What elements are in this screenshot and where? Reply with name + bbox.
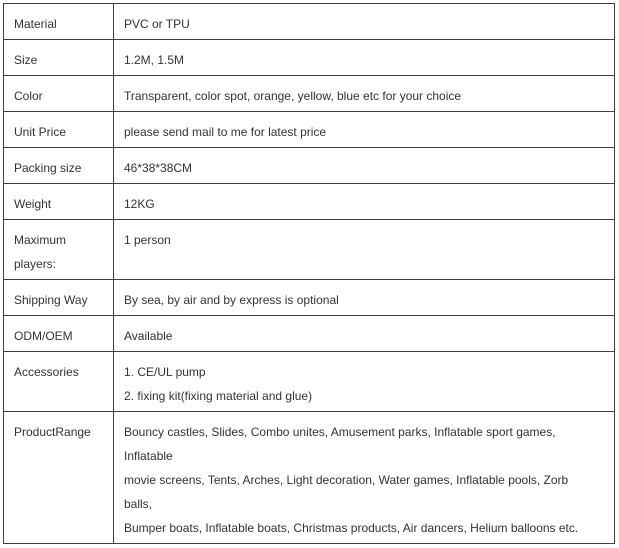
spec-label: Maximum players: <box>4 220 114 280</box>
spec-row-packing-size <box>4 148 615 184</box>
spec-row-weight <box>4 184 615 220</box>
spec-value: 12KG <box>114 184 615 220</box>
product-spec-table <box>3 3 615 544</box>
spec-value: Bouncy castles, Slides, Combo unites, Amusement parks, Inflatable sport games, Inflatable movie screens, Tents, Arches, Light decoration, Water games, Inflatable pools, Zorb balls, Bumper boats, Inflatable boats, Christmas products, Air dancers, Helium balloons etc. <box>114 412 615 544</box>
spec-row-color <box>4 76 615 112</box>
spec-label: Color <box>4 76 114 112</box>
spec-value: 1. CE/UL pump 2. fixing kit(fixing material and glue) <box>114 352 615 412</box>
spec-row-maximum-players <box>4 220 615 280</box>
spec-value: PVC or TPU <box>114 4 615 40</box>
spec-row-unit-price <box>4 112 615 148</box>
spec-label: Packing size <box>4 148 114 184</box>
spec-value: please send mail to me for latest price <box>114 112 615 148</box>
spec-value: 46*38*38CM <box>114 148 615 184</box>
spec-row-size <box>4 40 615 76</box>
spec-label: ProductRange <box>4 412 114 544</box>
spec-label: Material <box>4 4 114 40</box>
spec-value: Available <box>114 316 615 352</box>
spec-row-product-range <box>4 412 615 544</box>
spec-value: Transparent, color spot, orange, yellow, blue etc for your choice <box>114 76 615 112</box>
spec-label: Accessories <box>4 352 114 412</box>
spec-label: ODM/OEM <box>4 316 114 352</box>
spec-value: By sea, by air and by express is optional <box>114 280 615 316</box>
spec-value: 1 person <box>114 220 615 280</box>
spec-row-material <box>4 4 615 40</box>
spec-row-accessories <box>4 352 615 412</box>
spec-label: Weight <box>4 184 114 220</box>
spec-value: 1.2M, 1.5M <box>114 40 615 76</box>
spec-label: Size <box>4 40 114 76</box>
spec-row-odm-oem <box>4 316 615 352</box>
spec-label: Unit Price <box>4 112 114 148</box>
spec-row-shipping-way <box>4 280 615 316</box>
spec-label: Shipping Way <box>4 280 114 316</box>
